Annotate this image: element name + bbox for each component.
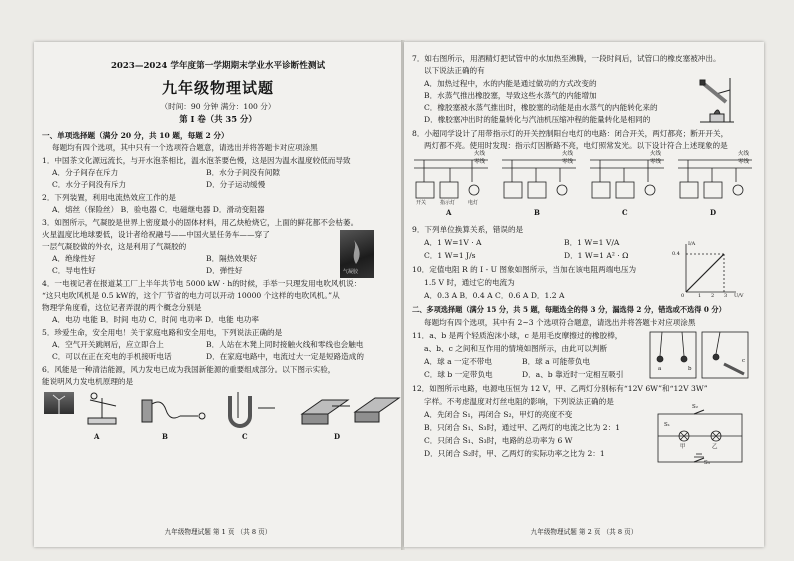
q12-option-b: B．只闭合 S₁、S₃时，通过甲、乙两灯的电流之比为 2：1: [424, 423, 621, 432]
q7-option-b: B．水蒸气推出橡胶塞，导致这些水蒸气的内能增加: [424, 91, 597, 100]
question-10-line-1: 10．定值电阻 R 的 I - U 图象如图所示，当加在该电阻两端电压为: [412, 265, 637, 274]
graph-y-label: I/A: [688, 241, 696, 247]
q5-option-b: B．人站在木凳上同时接触火线和零线也会触电: [206, 340, 364, 349]
q3-option-a: A．绝缘性好: [52, 254, 96, 263]
q12-option-d: D．只闭合 S₂时，甲、乙两灯的实际功率之比为 2：1: [424, 449, 605, 458]
circuit-b-icon: [502, 160, 576, 198]
circuit-d-icon: [678, 160, 752, 198]
circuit-c-caption: C: [622, 208, 628, 217]
circuit-a-switch-label: 开关: [416, 200, 427, 206]
rubber-rod-icon: [724, 364, 744, 374]
question-6-line-2: 能说明风力发电机原理的是: [42, 377, 134, 386]
graph-origin: 0: [681, 293, 685, 299]
q3-option-d: D．弹性好: [206, 266, 243, 275]
question-5: 5．珍爱生命，安全用电！关于家庭电路和安全用电，下列说法正确的是: [42, 328, 283, 337]
switch-s2-label: S₂: [692, 404, 698, 410]
switch-s3-icon: [694, 458, 704, 462]
q8-circuits: [410, 154, 760, 214]
q9-option-c: C．1 W=1 J/s: [424, 251, 476, 260]
question-4-line-1: 4．一电视记者在报道某工厂上半年共节电 5000 kW · h的时候，手举一只理发用电吹风机说：: [42, 279, 362, 288]
q12-option-a: A．先闭合 S₁，再闭合 S₂，甲灯的亮度不变: [424, 410, 573, 419]
graph-x-tick-3: 3: [724, 293, 728, 299]
q11-option-b: B．球 a 可能带负电: [522, 357, 591, 366]
q10-options: A．0.3 A B．0.4 A C．0.6 A D．1.2 A: [424, 291, 565, 300]
q4-options: A．电功 电能 B．时间 电功 C．时间 电功率 D．电能 电功率: [52, 315, 259, 324]
q11-option-d: D．a、b 靠近时一定相互吸引: [522, 370, 624, 379]
page-1-footer: 九年级物理试题 第 1 页 （共 8 页）: [164, 528, 272, 536]
part-1-heading: 第 Ⅰ 卷（共 35 分）: [179, 114, 257, 124]
circuit-a-live-wire: 火线: [474, 151, 486, 157]
question-4-line-3: 物理学角度看，这位记者弄混的两个概念分别是: [42, 303, 202, 312]
switch-s1-label: S₁: [664, 422, 670, 428]
question-8-line-1: 8．小超同学设计了用带指示灯的开关控制阳台电灯的电路：闭合开关，两灯都亮；断开开关，: [412, 129, 729, 138]
question-9: 9．下列单位换算关系，错误的是: [412, 225, 524, 234]
q9-option-b: B．1 W=1 V/A: [564, 238, 620, 247]
q5-option-d: D．在家庭电路中，电流过大一定是短路造成的: [206, 352, 364, 361]
q5-option-a: A．空气开关跳闸后，应立即合上: [52, 340, 164, 349]
question-3-line-1: 3．如图所示，气凝胶是世界上密度最小的固体材料，用乙炔枪烧它，上面的鲜花都不会枯萎。: [42, 218, 359, 227]
circuit-a-neutral-wire: 零线: [474, 159, 486, 165]
question-7-line-2: 以下说法正确的有: [424, 66, 485, 75]
q7-option-a: A．加热过程中，水的内能是通过做功的方式改变的: [424, 79, 597, 88]
lamp-yi-label: 乙: [712, 444, 718, 450]
ball-b-label: b: [688, 366, 692, 372]
section-2-note: 每题均有四个选项，其中有 2~3 个选项符合题意，请选出并将答题卡对应项涂黑: [424, 318, 696, 327]
lamp-jia-label: 甲: [680, 444, 686, 450]
graph-x-label: U/V: [734, 293, 744, 299]
circuit-b-neutral-wire: 零线: [562, 159, 574, 165]
exam-header: 2023—2024 学年度第一学期期末学业水平诊断性测试: [110, 61, 326, 71]
figure-a-caption: A: [94, 432, 100, 441]
q5-option-c: C．可以在正在充电的手机接听电话: [52, 352, 172, 361]
q7-option-d: D．橡胶塞冲出时的能量转化与汽油机压缩冲程的能量转化是相同的: [424, 115, 651, 124]
graph-x-tick-1: 1: [698, 293, 702, 299]
section-1-heading: 一、单项选择题（满分 20 分，共 10 题，每题 2 分）: [42, 131, 229, 140]
q7-option-c: C．橡胶塞被水蒸气推出时，橡胶塞的动能是由水蒸气的内能转化来的: [424, 103, 658, 112]
question-1: 1．中国茶文化源远流长，与开水泡茶相比，温水泡茶要色慢，这是因为温水温度较低而导致: [42, 156, 351, 165]
question-12-line-2: 字样。不考虑温度对灯丝电阻的影响，下列说法正确的是: [424, 397, 614, 406]
switch-s3-label: S₃: [704, 460, 710, 466]
ball-a-icon: [657, 356, 663, 362]
wind-turbine-icon: [44, 392, 74, 414]
circuit-a-icon: [414, 160, 488, 198]
question-3-line-3: 一层气凝胶做的外衣，这是利用了气凝胶的: [42, 242, 187, 251]
figure-d-icon: [302, 398, 399, 424]
iu-graph: [680, 242, 740, 298]
exam-page-2: [404, 42, 764, 547]
q3-option-b: B．隔热效果好: [206, 254, 258, 263]
q9-option-a: A．1 W=1V · A: [424, 238, 482, 247]
q11-option-a: A．球 a 一定不带电: [424, 357, 492, 366]
circuit-c-icon: [590, 160, 664, 198]
graph-y-tick: 0.4: [672, 251, 680, 257]
question-6-line-1: 6．风能是一种清洁能源，风力发电已成为我国新能源的重要组成部分。以下图示实验，: [42, 365, 336, 374]
q1-option-c: C．水分子间没有斥力: [52, 180, 127, 189]
figure-d-caption: D: [334, 432, 341, 441]
foam-balls-figure: [648, 330, 752, 380]
question-8-line-2: 两灯都不亮。使用时发现：指示灯因断路不亮，电灯照常发光。以下设计符合上述现象的是: [424, 141, 728, 150]
ball-a-label: a: [658, 366, 662, 372]
test-tube-apparatus-icon: [694, 70, 740, 126]
circuit-b-live-wire: 火线: [562, 151, 574, 157]
q12-circuit: [654, 410, 746, 466]
circuit-d-neutral-wire: 零线: [738, 159, 750, 165]
aerogel-photo-label: 气凝胶: [343, 269, 359, 275]
ball-b-icon: [681, 356, 687, 362]
figure-c-icon: [230, 392, 275, 426]
figure-c-caption: C: [242, 432, 248, 441]
aerogel-photo: [340, 230, 374, 278]
wind-farm-photo: [44, 392, 74, 414]
q1-option-b: B．水分子间没有间隙: [206, 168, 280, 177]
circuit-a-caption: A: [446, 208, 452, 217]
page-2-footer: 九年级物理试题 第 2 页 （共 8 页）: [530, 528, 638, 536]
question-12-line-1: 12．如图所示电路，电源电压恒为 12 V，甲、乙两灯分别标有“12V 6W”和“12V 3W”: [412, 384, 708, 393]
exam-page-1: [34, 42, 402, 547]
circuit-a-lamp-label: 电灯: [468, 200, 479, 206]
circuit-a-indicator-label: 指示灯: [440, 200, 456, 206]
switch-s2-icon: [694, 410, 704, 414]
circuit-c-neutral-wire: 零线: [650, 159, 662, 165]
question-7-line-1: 7．如右图所示，用酒精灯把试管中的水加热至沸腾，一段时间后，试管口的橡皮塞被冲出。: [412, 54, 721, 63]
question-2: 2．下列装置，利用电流热效应工作的是: [42, 193, 176, 202]
q3-option-c: C．导电性好: [52, 266, 96, 275]
circuit-d-live-wire: 火线: [738, 151, 750, 157]
q12-option-c: C．只闭合 S₁、S₃时，电路的总功率为 6 W: [424, 436, 573, 445]
q1-option-a: A．分子间存在斥力: [52, 168, 119, 177]
section-2-heading: 二、多项选择题（满分 15 分，共 5 题，每题选全的得 3 分，漏选得 2 分，错选或不选得 0 分）: [412, 305, 726, 314]
circuit-d-caption: D: [710, 208, 717, 217]
q11-option-c: C．球 b 一定带负电: [424, 370, 493, 379]
figure-b-caption: B: [162, 432, 168, 441]
figure-b-icon: [142, 400, 205, 422]
exam-title: 九年级物理试题: [161, 79, 274, 97]
q1-option-d: D．分子运动缓慢: [206, 180, 266, 189]
question-3-line-2: 火星温度比地球要低，设计者给祝融号——中国火星任务车——穿了: [42, 230, 270, 239]
graph-x-tick-2: 2: [711, 293, 715, 299]
graph-line: [686, 254, 724, 292]
circuit-b-caption: B: [534, 208, 540, 217]
question-11-line-2: a、b、c 之间和互作用的情境如图所示，由此可以判断: [424, 344, 608, 353]
figure-a-icon: [88, 393, 116, 424]
question-11-line-1: 11．a、b 是两个轻质泡沫小球，c 是用毛皮摩擦过的橡胶棒，: [412, 331, 623, 340]
q9-option-d: D．1 W=1 A² · Ω: [564, 251, 629, 260]
question-10-line-2: 1.5 V 时，通过它的电流为: [424, 278, 515, 287]
section-1-note: 每题均有四个选项，其中只有一个选项符合题意，请选出并将答题卡对应项涂黑: [52, 143, 318, 152]
time-score: （时间：90 分钟 满分：100 分）: [160, 102, 276, 111]
q6-figures: [80, 388, 402, 432]
question-4-line-2: “这只电吹风机是 0.5 kW的，这个厂节省的电力可以开动 10000 个这样的电吹风机。”从: [42, 291, 340, 300]
rod-c-label: c: [742, 358, 746, 364]
q2-options: A．熔丝（保险丝） B．验电器 C．电磁继电器 D．滑动变阻器: [52, 205, 265, 214]
circuit-c-live-wire: 火线: [650, 151, 662, 157]
